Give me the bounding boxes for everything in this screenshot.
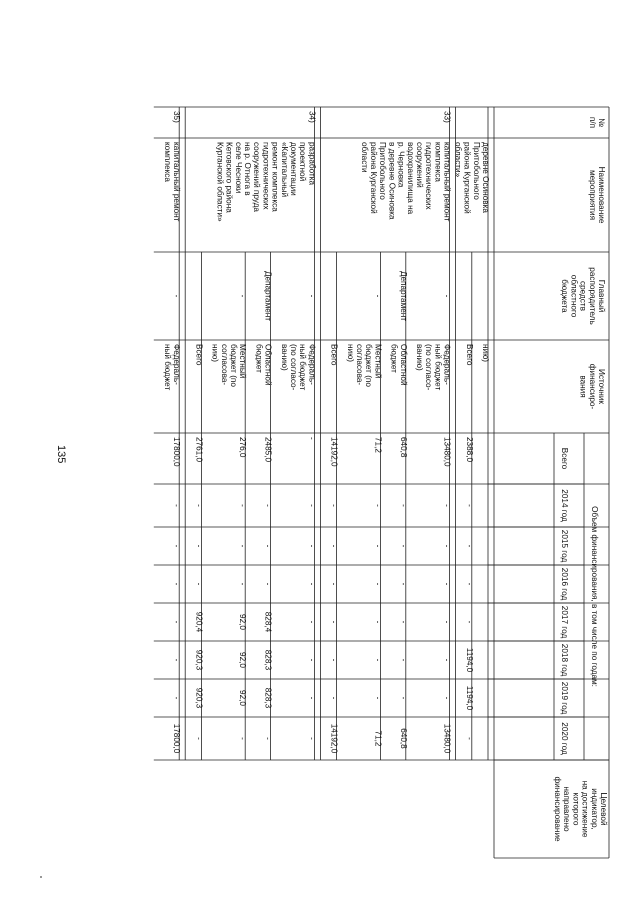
row-year-value: 14192,0 [329, 723, 339, 754]
row-name: на р. Отнога в [243, 142, 252, 196]
row-source: нию) [210, 344, 220, 362]
row-year-value: - [172, 504, 182, 507]
header-distributor: Главный [597, 279, 606, 313]
header-indicator: направлено [562, 786, 572, 832]
row-name: Кетовского района [224, 142, 234, 213]
row-year-value: - [442, 620, 452, 624]
row-num: 34) [307, 111, 317, 123]
row-year-value: - [172, 620, 182, 624]
row-year-value: 828,4 [263, 611, 273, 633]
row-total: 14192,0 [329, 437, 339, 467]
row-source: ный бюджет [298, 344, 308, 391]
header-year: 2014 год [560, 489, 569, 522]
row-year-value: - [329, 658, 339, 662]
row-total: - [307, 437, 317, 440]
row-year-value: 920,4 [194, 611, 204, 633]
row-year-value: - [442, 504, 452, 507]
row-source: Всего [194, 344, 204, 366]
row-year-value: - [307, 658, 317, 662]
row-year-value: - [329, 620, 339, 624]
row-year-value: - [442, 658, 452, 662]
row-year-value: - [373, 696, 383, 700]
row-source: Областной [398, 344, 408, 386]
row-year-value: - [442, 582, 452, 586]
row-distributor: Департамент [263, 270, 273, 322]
row-name: области» [453, 142, 463, 178]
row-source: Федераль- [172, 344, 182, 385]
row-year-value: 1194,0 [464, 685, 474, 711]
row-name: гидротехнических [261, 142, 271, 210]
row-year-value: 920,3 [194, 649, 204, 671]
row-year-value: - [442, 544, 452, 548]
row-name: ремонт комплекса [270, 142, 280, 212]
row-year-value: - [172, 696, 182, 700]
header-indicator: Целевой [599, 792, 608, 826]
row-name: района Курганской [462, 142, 472, 214]
row-num: 35) [172, 111, 182, 123]
row-distributor: - [373, 294, 383, 298]
header-distributor: распорядитель [587, 267, 597, 325]
row-source: согласова- [355, 344, 364, 386]
row-name: документации [289, 142, 298, 196]
row-total: 2761,0 [194, 437, 204, 463]
row-year-value: - [263, 582, 273, 586]
header-source: вания [578, 375, 588, 398]
row-source: нию) [481, 344, 490, 362]
row-year-value: - [373, 620, 383, 624]
row-source: (по согласо- [289, 344, 298, 391]
header-year: 2020 год [560, 722, 569, 755]
row-name: комплекса [163, 142, 172, 182]
row-year-value: - [172, 582, 182, 586]
header-indicator: на достижение [580, 780, 590, 838]
header-year: 2019 год [560, 681, 569, 715]
row-year-value: - [238, 504, 248, 507]
row-total: 71,2 [373, 437, 383, 453]
header-year: 2015 год [560, 529, 569, 563]
row-source: ванию) [415, 344, 424, 371]
row-year-value: - [398, 620, 408, 624]
row-total: 2485,0 [263, 437, 273, 463]
row-name: селе Чесноки [233, 142, 243, 194]
row-source: бюджет [254, 344, 264, 373]
row-name: района Курганской [369, 142, 378, 214]
row-year-value: 17800,0 [172, 723, 182, 754]
row-year-value: - [307, 696, 317, 700]
row-year-value: - [373, 658, 383, 662]
row-year-value: 92,0 [238, 652, 248, 668]
row-name: сооружений пруда [252, 142, 262, 212]
row-year-value: - [238, 544, 248, 548]
header-distributor: средств [578, 281, 588, 311]
row-year-value: - [398, 582, 408, 586]
row-name: области [359, 142, 369, 173]
header-indicator: индикатор, [589, 788, 599, 830]
header-distributor: областного [569, 274, 579, 318]
row-name: Притобольного [378, 142, 388, 200]
row-name: разработка [307, 142, 317, 186]
row-source: бюджет (по [229, 344, 238, 387]
header-indicator: финансирование [553, 776, 562, 842]
row-year-value: - [329, 544, 339, 548]
row-year-value: - [307, 737, 317, 740]
row-year-value: - [194, 737, 204, 740]
row-year-value: - [194, 582, 204, 586]
row-year-value: 828,3 [263, 687, 273, 709]
row-year-value: 13480,0 [442, 723, 452, 754]
row-distributor: - [442, 294, 452, 298]
row-year-value: - [464, 504, 474, 507]
row-source: Всего [464, 344, 474, 366]
row-year-value: - [464, 737, 474, 740]
row-year-value: - [263, 504, 273, 507]
row-year-value: - [329, 504, 339, 507]
row-source: ный бюджет [433, 344, 443, 391]
row-name: «Капитальный [279, 142, 289, 198]
header-num: № [597, 118, 606, 127]
row-year-value: - [307, 504, 317, 507]
row-year-value: 1194,0 [464, 647, 474, 673]
row-year-value: 71,2 [373, 730, 383, 747]
row-source: согласова- [219, 344, 229, 386]
header-num: п/п [587, 116, 597, 129]
row-year-value: - [194, 544, 204, 548]
row-year-value: - [329, 582, 339, 586]
row-year-value: - [263, 544, 273, 548]
row-source: Местный [238, 344, 248, 379]
row-name: проектной [298, 142, 308, 182]
row-year-value: 92,0 [238, 690, 248, 706]
row-year-value: - [398, 696, 408, 700]
row-year-value: - [373, 544, 383, 548]
row-year-value: - [172, 544, 182, 548]
row-name: Курганской области» [215, 142, 225, 222]
row-year-value: - [464, 544, 474, 548]
row-year-value: 640,8 [398, 728, 408, 749]
row-year-value: - [442, 696, 452, 700]
row-name: Притобольного [471, 142, 481, 200]
row-source: Федераль- [442, 344, 452, 385]
header-year: 2018 год [560, 643, 569, 677]
row-source: Местный [373, 344, 383, 379]
row-year-value: - [398, 504, 408, 507]
row-year-value: - [373, 504, 383, 507]
row-year-value: - [398, 658, 408, 662]
row-distributor: - [307, 294, 317, 298]
header-source: финансиро- [587, 363, 597, 410]
row-source: (по согласо- [424, 344, 434, 391]
row-name: капитальный ремонт [172, 142, 182, 222]
row-year-value: 92,0 [238, 614, 248, 630]
row-name: капитальный ремонт [442, 142, 452, 222]
header-name: мероприятия [587, 169, 597, 221]
row-total: 13480,0 [442, 437, 452, 467]
row-name: деревне Осиновка [481, 142, 490, 213]
row-source: бюджет [389, 344, 399, 373]
row-source: Всего [329, 344, 339, 366]
header-source: Источник [597, 369, 606, 404]
row-year-value: - [464, 620, 474, 624]
row-source: ный бюджет [163, 344, 172, 391]
header-year: 2017 год [560, 605, 569, 639]
row-year-value: - [307, 620, 317, 624]
row-year-value: - [263, 737, 273, 740]
row-name: гидротехнических [424, 142, 434, 210]
header-total: Всего [560, 447, 569, 470]
row-year-value: - [194, 504, 204, 507]
row-total: 17800,0 [172, 437, 182, 467]
row-source: Федераль- [307, 344, 317, 385]
header-name: Наименование [597, 166, 606, 224]
row-name: р. Черновка [396, 142, 406, 188]
row-year-value: - [398, 544, 408, 548]
row-total: 276,0 [238, 437, 248, 458]
header-distributor: бюджета [560, 279, 570, 313]
row-year-value: - [464, 582, 474, 586]
page-number: 135 [55, 445, 67, 464]
row-total: 2388,0 [464, 437, 474, 463]
header-year: 2016 год [560, 567, 569, 601]
row-name: в деревне Осиновка [387, 142, 397, 220]
row-year-value: - [373, 582, 383, 586]
row-source: бюджет (по [364, 344, 374, 387]
row-name: комплекса [433, 142, 443, 182]
row-distributor: - [172, 294, 182, 298]
row-year-value: - [307, 544, 317, 548]
row-distributor: - [238, 294, 248, 298]
row-year-value: 920,3 [194, 687, 204, 709]
row-year-value: - [238, 737, 248, 740]
header-indicator: которого [571, 792, 581, 826]
row-year-value: - [172, 658, 182, 662]
row-year-value: - [238, 582, 248, 586]
row-name: сооружений [415, 142, 424, 188]
row-year-value: 828,3 [263, 649, 273, 671]
row-source: Областной [263, 344, 273, 386]
row-name: водохранилища на [405, 142, 415, 215]
row-total: 640,8 [398, 437, 408, 458]
row-year-value: - [329, 696, 339, 700]
row-num: 33) [442, 111, 452, 123]
row-year-value: - [307, 582, 317, 586]
row-source: ванию) [279, 344, 289, 371]
row-distributor: Департамент [398, 270, 408, 322]
row-source: нию) [345, 344, 355, 362]
header-volume: Объем финансирования, в том числе по годам: [590, 506, 599, 687]
